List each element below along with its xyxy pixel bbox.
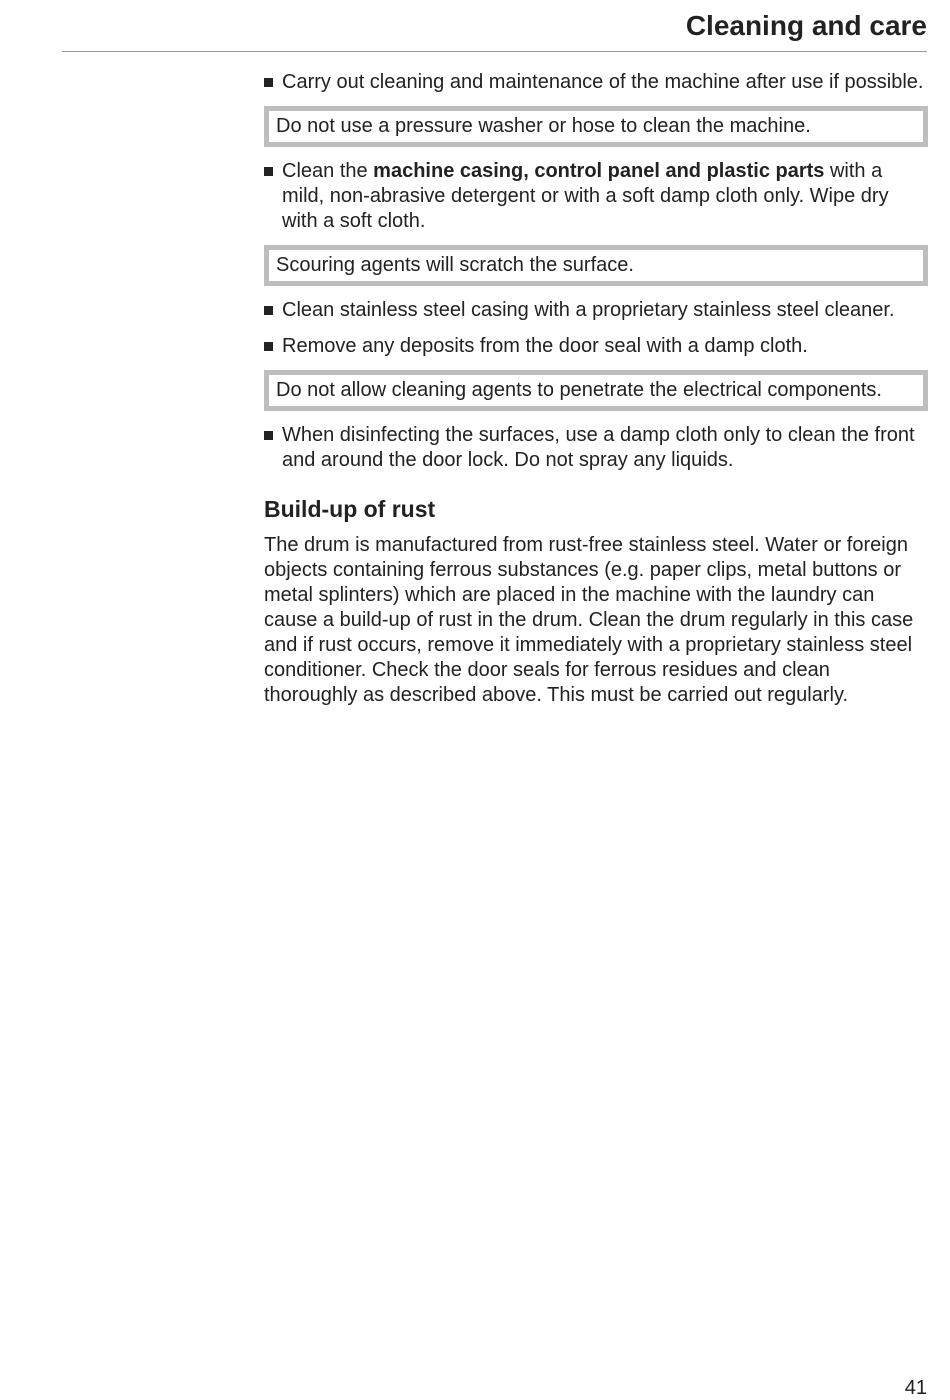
section-heading: Build-up of rust	[264, 496, 436, 522]
warning-note: Do not allow cleaning agents to penetrate the electrical components.	[264, 370, 928, 411]
list-item	[264, 423, 928, 473]
list-item-text: When disinfecting the surfaces, use a damp cloth only to clean the front and around the door lock. Do not spray any liquids.	[282, 424, 915, 471]
square-bullet-icon	[264, 342, 273, 351]
list-item-text: Remove any deposits from the door seal with a damp cloth.	[282, 335, 808, 357]
list-item-text: Carry out cleaning and maintenance of the machine after use if possible.	[282, 71, 924, 93]
square-bullet-icon	[264, 78, 273, 87]
page-number: 41	[904, 1377, 927, 1399]
list-item-text: Clean stainless steel casing with a proprietary stainless steel cleaner.	[282, 299, 895, 321]
list-item	[264, 298, 928, 323]
section-paragraph: The drum is manufactured from rust-free stainless steel. Water or foreign objects containing ferrous substances (e.g. paper clips, metal buttons or metal splinters) which are placed in the machine with the laundry can cause a build-up of rust in the drum. Clean the drum regularly in this case and if rust occurs, remove it immediately with a proprietary stainless steel conditioner. Check the door seals for ferrous residues and clean thoroughly as described above. This must be carried out regularly.	[264, 534, 914, 706]
warning-note: Do not use a pressure washer or hose to clean the machine.	[264, 106, 928, 147]
square-bullet-icon	[264, 167, 273, 176]
list-item-text-bold: machine casing, control panel and plastic parts	[373, 160, 825, 182]
list-item	[264, 159, 928, 234]
list-item-text-suffix: with a mild, non-abrasive detergent or with a soft damp cloth only. Wipe dry with a soft cloth.	[282, 160, 889, 232]
list-item	[264, 70, 928, 95]
square-bullet-icon	[264, 306, 273, 315]
header-divider	[62, 51, 927, 52]
list-item-text-prefix: Clean the	[282, 160, 374, 182]
page-title: Cleaning and care	[685, 10, 927, 41]
list-item	[264, 334, 928, 359]
square-bullet-icon	[264, 431, 273, 440]
warning-note: Scouring agents will scratch the surface.	[264, 245, 928, 286]
main-content	[264, 70, 928, 708]
